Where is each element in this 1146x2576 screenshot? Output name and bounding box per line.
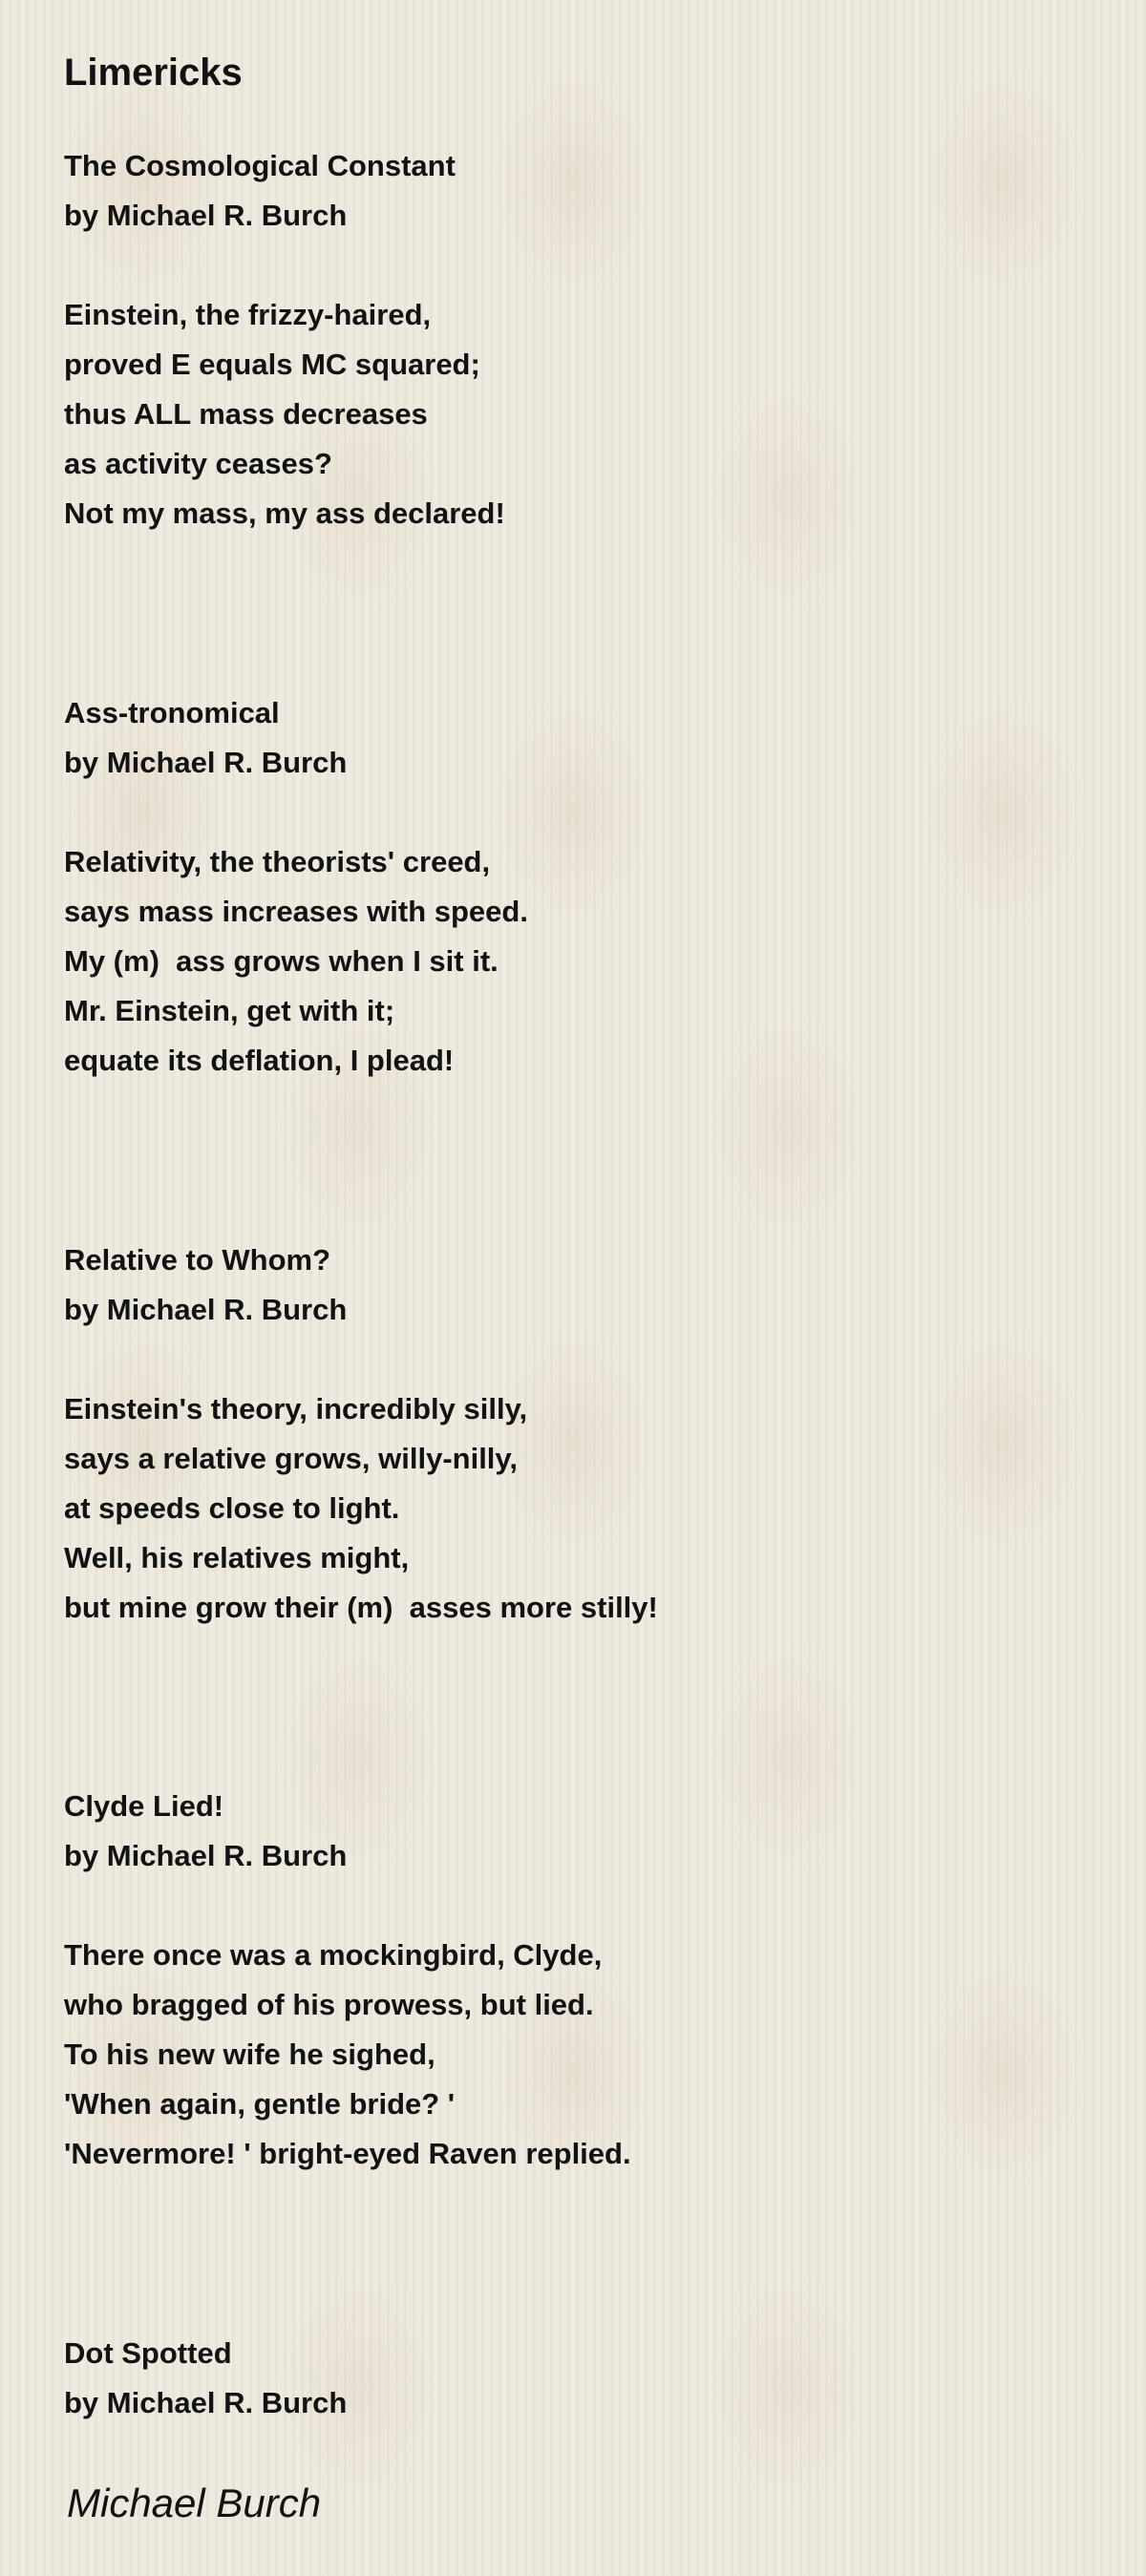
stanza-gap xyxy=(64,241,505,290)
poem-clyde-lied xyxy=(64,1782,631,2179)
poem-line: says mass increases with speed. xyxy=(64,895,528,928)
poem-line: Einstein, the frizzy-haired, xyxy=(64,298,432,331)
poem-line: Not my mass, my ass declared! xyxy=(64,496,505,530)
poem-line: but mine grow their (m) asses more stilly! xyxy=(64,1591,658,1624)
poem-byline: by Michael R. Burch xyxy=(64,2386,348,2419)
poem-line: equate its deflation, I plead! xyxy=(64,1044,455,1077)
poem-title: Relative to Whom? xyxy=(64,1243,331,1277)
poem-line: who bragged of his prowess, but lied. xyxy=(64,1988,594,2021)
poem-title: Dot Spotted xyxy=(64,2336,232,2370)
poem-line: at speeds close to light. xyxy=(64,1491,400,1525)
page-title: Limericks xyxy=(64,52,243,94)
poem-line: 'Nevermore! ' bright-eyed Raven replied. xyxy=(64,2137,631,2170)
poem-title: Ass-tronomical xyxy=(64,696,280,729)
poem-line: Mr. Einstein, get with it; xyxy=(64,994,395,1027)
poem-line: Einstein's theory, incredibly silly, xyxy=(64,1392,528,1425)
poem-ass-tronomical xyxy=(64,688,528,1086)
poem-line: My (m) ass grows when I sit it. xyxy=(64,944,499,978)
poem-byline: by Michael R. Burch xyxy=(64,199,348,232)
poem-line: says a relative grows, willy-nilly, xyxy=(64,1442,518,1475)
poem-line: 'When again, gentle bride? ' xyxy=(64,2087,456,2121)
stanza-gap xyxy=(64,788,528,837)
poem-relative-to-whom xyxy=(64,1235,658,1633)
poem-line: There once was a mockingbird, Clyde, xyxy=(64,1938,603,1972)
poem-line: Well, his relatives might, xyxy=(64,1541,410,1574)
poem-byline: by Michael R. Burch xyxy=(64,1839,348,1872)
poem-dot-spotted xyxy=(64,2329,347,2428)
poem-byline: by Michael R. Burch xyxy=(64,746,348,779)
poem-title: Clyde Lied! xyxy=(64,1789,224,1823)
poem-line: as activity ceases? xyxy=(64,447,332,480)
author-signature: Michael Burch xyxy=(67,2481,322,2525)
poem-line: proved E equals MC squared; xyxy=(64,348,480,381)
poem-line: thus ALL mass decreases xyxy=(64,397,428,431)
poem-line: To his new wife he sighed, xyxy=(64,2038,435,2071)
poem-cosmological-constant xyxy=(64,141,505,538)
stanza-gap xyxy=(64,1881,631,1931)
poem-byline: by Michael R. Burch xyxy=(64,1293,348,1326)
stanza-gap xyxy=(64,1335,658,1384)
poem-line: Relativity, the theorists' creed, xyxy=(64,845,491,878)
poem-title: The Cosmological Constant xyxy=(64,149,456,182)
